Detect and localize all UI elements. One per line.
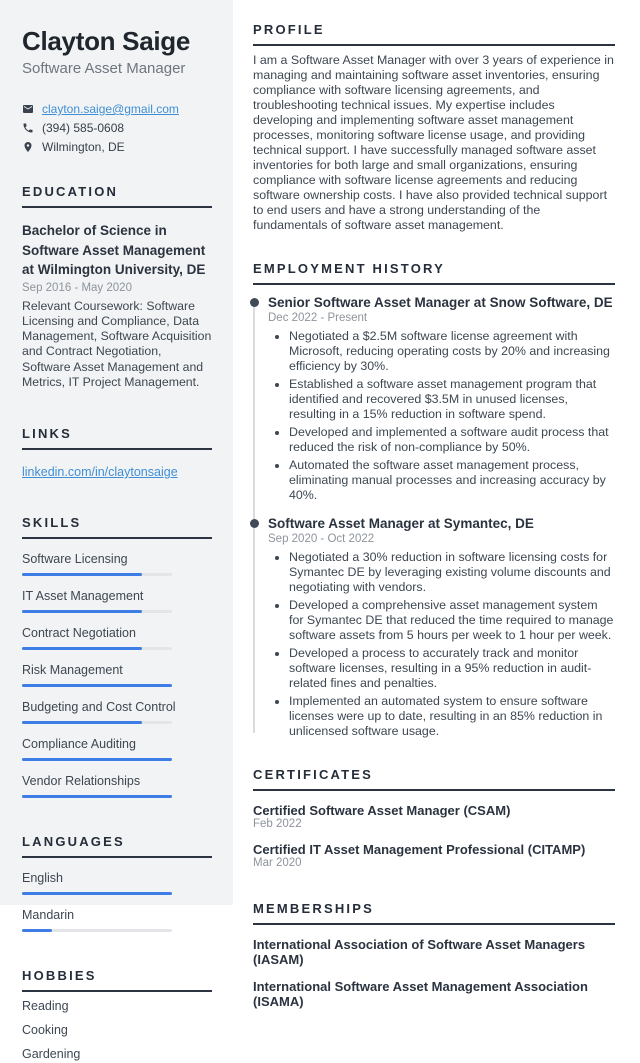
candidate-name: Clayton Saige <box>22 26 191 56</box>
job-entry <box>253 516 615 739</box>
memberships-heading: MEMBERSHIPS <box>253 901 615 925</box>
language-label: Mandarin <box>22 908 75 923</box>
contact-phone-row <box>22 121 212 135</box>
language-bar-track <box>22 929 172 932</box>
certificates-heading: CERTIFICATES <box>253 767 615 791</box>
profile-text: I am a Software Asset Manager with over 3 years of experience in managing and maintaining software asset inventories, ensuring compliance with software licensing agreements, and troubleshooting technical issues. My expertise includes developing and implementing software asset management processes, monitoring software license usage, and providing technical support. I have successfully managed software asset inventories for both large and small organizations, ensuring compliance with software license agreements and reducing software ownership costs. I have also provided technical support to end users and have a strong understanding of the fundamentals of software asset management. <box>253 53 614 232</box>
skill-label: Compliance Auditing <box>22 737 136 752</box>
skill-bar-track <box>22 573 172 576</box>
phone-icon <box>22 122 34 134</box>
employment-section <box>253 261 615 739</box>
certificates-section <box>253 767 615 869</box>
hobbies-section <box>22 968 212 1063</box>
skill-bar-fill <box>22 573 142 576</box>
skill-bar-fill <box>22 758 172 761</box>
employment-heading: EMPLOYMENT HISTORY <box>253 261 615 285</box>
language-item <box>22 908 212 932</box>
languages-section <box>22 834 212 932</box>
language-bar-track <box>22 892 172 895</box>
skill-bar-fill <box>22 684 172 687</box>
certificate-date: Feb 2022 <box>253 818 302 830</box>
hobby-item: Gardening <box>22 1046 81 1061</box>
job-bullet: • Negotiated a 30% reduction in software licensing costs for Symantec DE by leveraging existing volume discounts and negotiating with vendors. <box>289 550 615 595</box>
job-bullet-list <box>268 329 615 503</box>
skill-label: Budgeting and Cost Control <box>22 700 176 715</box>
skill-bar-fill <box>22 721 142 724</box>
skill-item <box>22 626 212 650</box>
education-degree: Bachelor of Science in Software Asset Management at Wilmington University, DE <box>22 223 206 278</box>
skill-bar-fill <box>22 795 172 798</box>
sidebar <box>0 0 233 1061</box>
language-bar-fill <box>22 929 52 932</box>
skill-bar-track <box>22 721 172 724</box>
skill-bar-track <box>22 610 172 613</box>
email-link[interactable]: clayton.saige@gmail.com <box>42 102 179 116</box>
job-bullet: • Established a software asset management program that identified and recovered $3.5M in unused licenses, resulting in a 15% reduction in software spend. <box>289 377 615 422</box>
email-icon <box>22 103 34 115</box>
employment-timeline <box>253 295 615 739</box>
job-bullet: • Developed a process to accurately track and monitor software licenses, resulting in a 95% reduction in audit-related fines and penalties. <box>289 646 615 691</box>
job-bullet-list <box>268 550 615 739</box>
job-title: Senior Software Asset Manager at Snow Software, DE <box>268 295 613 310</box>
education-description: Relevant Coursework: Software Licensing and Compliance, Data Management, Software Acquisition and Contract Negotiation, Software Asset Management and Metrics, IT Project Management. <box>22 298 212 389</box>
languages-heading: LANGUAGES <box>22 834 212 858</box>
certificate-item <box>253 842 615 869</box>
skill-item <box>22 589 212 613</box>
skill-label: IT Asset Management <box>22 589 144 604</box>
contact-email-row <box>22 102 212 116</box>
candidate-job-title: Software Asset Manager <box>22 60 186 77</box>
profile-heading: PROFILE <box>253 22 615 46</box>
language-bar-fill <box>22 892 172 895</box>
job-bullet: • Automated the software asset management process, eliminating manual processes and increasing accuracy by 40%. <box>289 458 615 503</box>
job-bullet: • Developed and implemented a software audit process that reduced the risk of non-compliance by 50%. <box>289 425 615 455</box>
contact-location-row <box>22 140 212 154</box>
skill-item <box>22 774 212 798</box>
skill-item <box>22 737 212 761</box>
skill-bar-track <box>22 684 172 687</box>
skills-section <box>22 515 212 798</box>
job-title: Software Asset Manager at Symantec, DE <box>268 516 534 531</box>
memberships-section <box>253 901 615 1009</box>
skill-item <box>22 552 212 576</box>
contact-block <box>22 102 212 154</box>
language-label: English <box>22 871 63 886</box>
main-column <box>253 0 615 1009</box>
phone-number: (394) 585-0608 <box>42 121 125 135</box>
timeline-dot-icon <box>250 519 259 528</box>
links-heading: LINKS <box>22 426 212 450</box>
certificate-date: Mar 2020 <box>253 857 302 869</box>
skills-heading: SKILLS <box>22 515 212 539</box>
certificate-item <box>253 803 615 830</box>
job-bullet: • Developed a comprehensive asset management system for Symantec DE that reduced the time required to manage software assets from 5 hours per week to 1 hour per week. <box>289 598 615 643</box>
skill-item <box>22 700 212 724</box>
membership-item: International Association of Software Asset Managers (IASAM) <box>253 937 586 967</box>
skill-label: Vendor Relationships <box>22 774 141 789</box>
linkedin-link[interactable]: linkedin.com/in/claytonsaige <box>22 465 178 480</box>
certificate-title: Certified Software Asset Manager (CSAM) <box>253 803 511 818</box>
job-dates: Dec 2022 - Present <box>268 312 368 324</box>
job-dates: Sep 2020 - Oct 2022 <box>268 533 375 545</box>
skill-bar-track <box>22 647 172 650</box>
skill-bar-fill <box>22 647 142 650</box>
education-dates: Sep 2016 - May 2020 <box>22 281 132 294</box>
education-section <box>22 184 212 390</box>
profile-section <box>253 22 615 233</box>
skill-item <box>22 663 212 687</box>
skill-label: Risk Management <box>22 663 123 678</box>
timeline-dot-icon <box>250 298 259 307</box>
hobby-item: Cooking <box>22 1022 68 1037</box>
education-heading: EDUCATION <box>22 184 212 208</box>
hobby-item: Reading <box>22 999 69 1014</box>
skill-bar-fill <box>22 610 142 613</box>
location-text: Wilmington, DE <box>42 140 125 154</box>
skill-label: Contract Negotiation <box>22 626 136 641</box>
skill-bar-track <box>22 795 172 798</box>
skill-bar-track <box>22 758 172 761</box>
link-item <box>22 465 212 479</box>
language-item <box>22 871 212 895</box>
certificate-title: Certified IT Asset Management Professional (CITAMP) <box>253 842 586 857</box>
job-bullet: • Negotiated a $2.5M software license agreement with Microsoft, reducing operating costs by 20% and increasing efficiency by 30%. <box>289 329 615 374</box>
location-pin-icon <box>22 141 34 153</box>
job-entry <box>253 295 615 503</box>
membership-item: International Software Asset Management Association (ISAMA) <box>253 979 588 1009</box>
hobbies-heading: HOBBIES <box>22 968 212 992</box>
skill-label: Software Licensing <box>22 552 128 567</box>
job-bullet: • Implemented an automated system to ensure software licenses were up to date, resulting in an 85% reduction in unlicensed software usage. <box>289 694 615 739</box>
links-section <box>22 426 212 479</box>
